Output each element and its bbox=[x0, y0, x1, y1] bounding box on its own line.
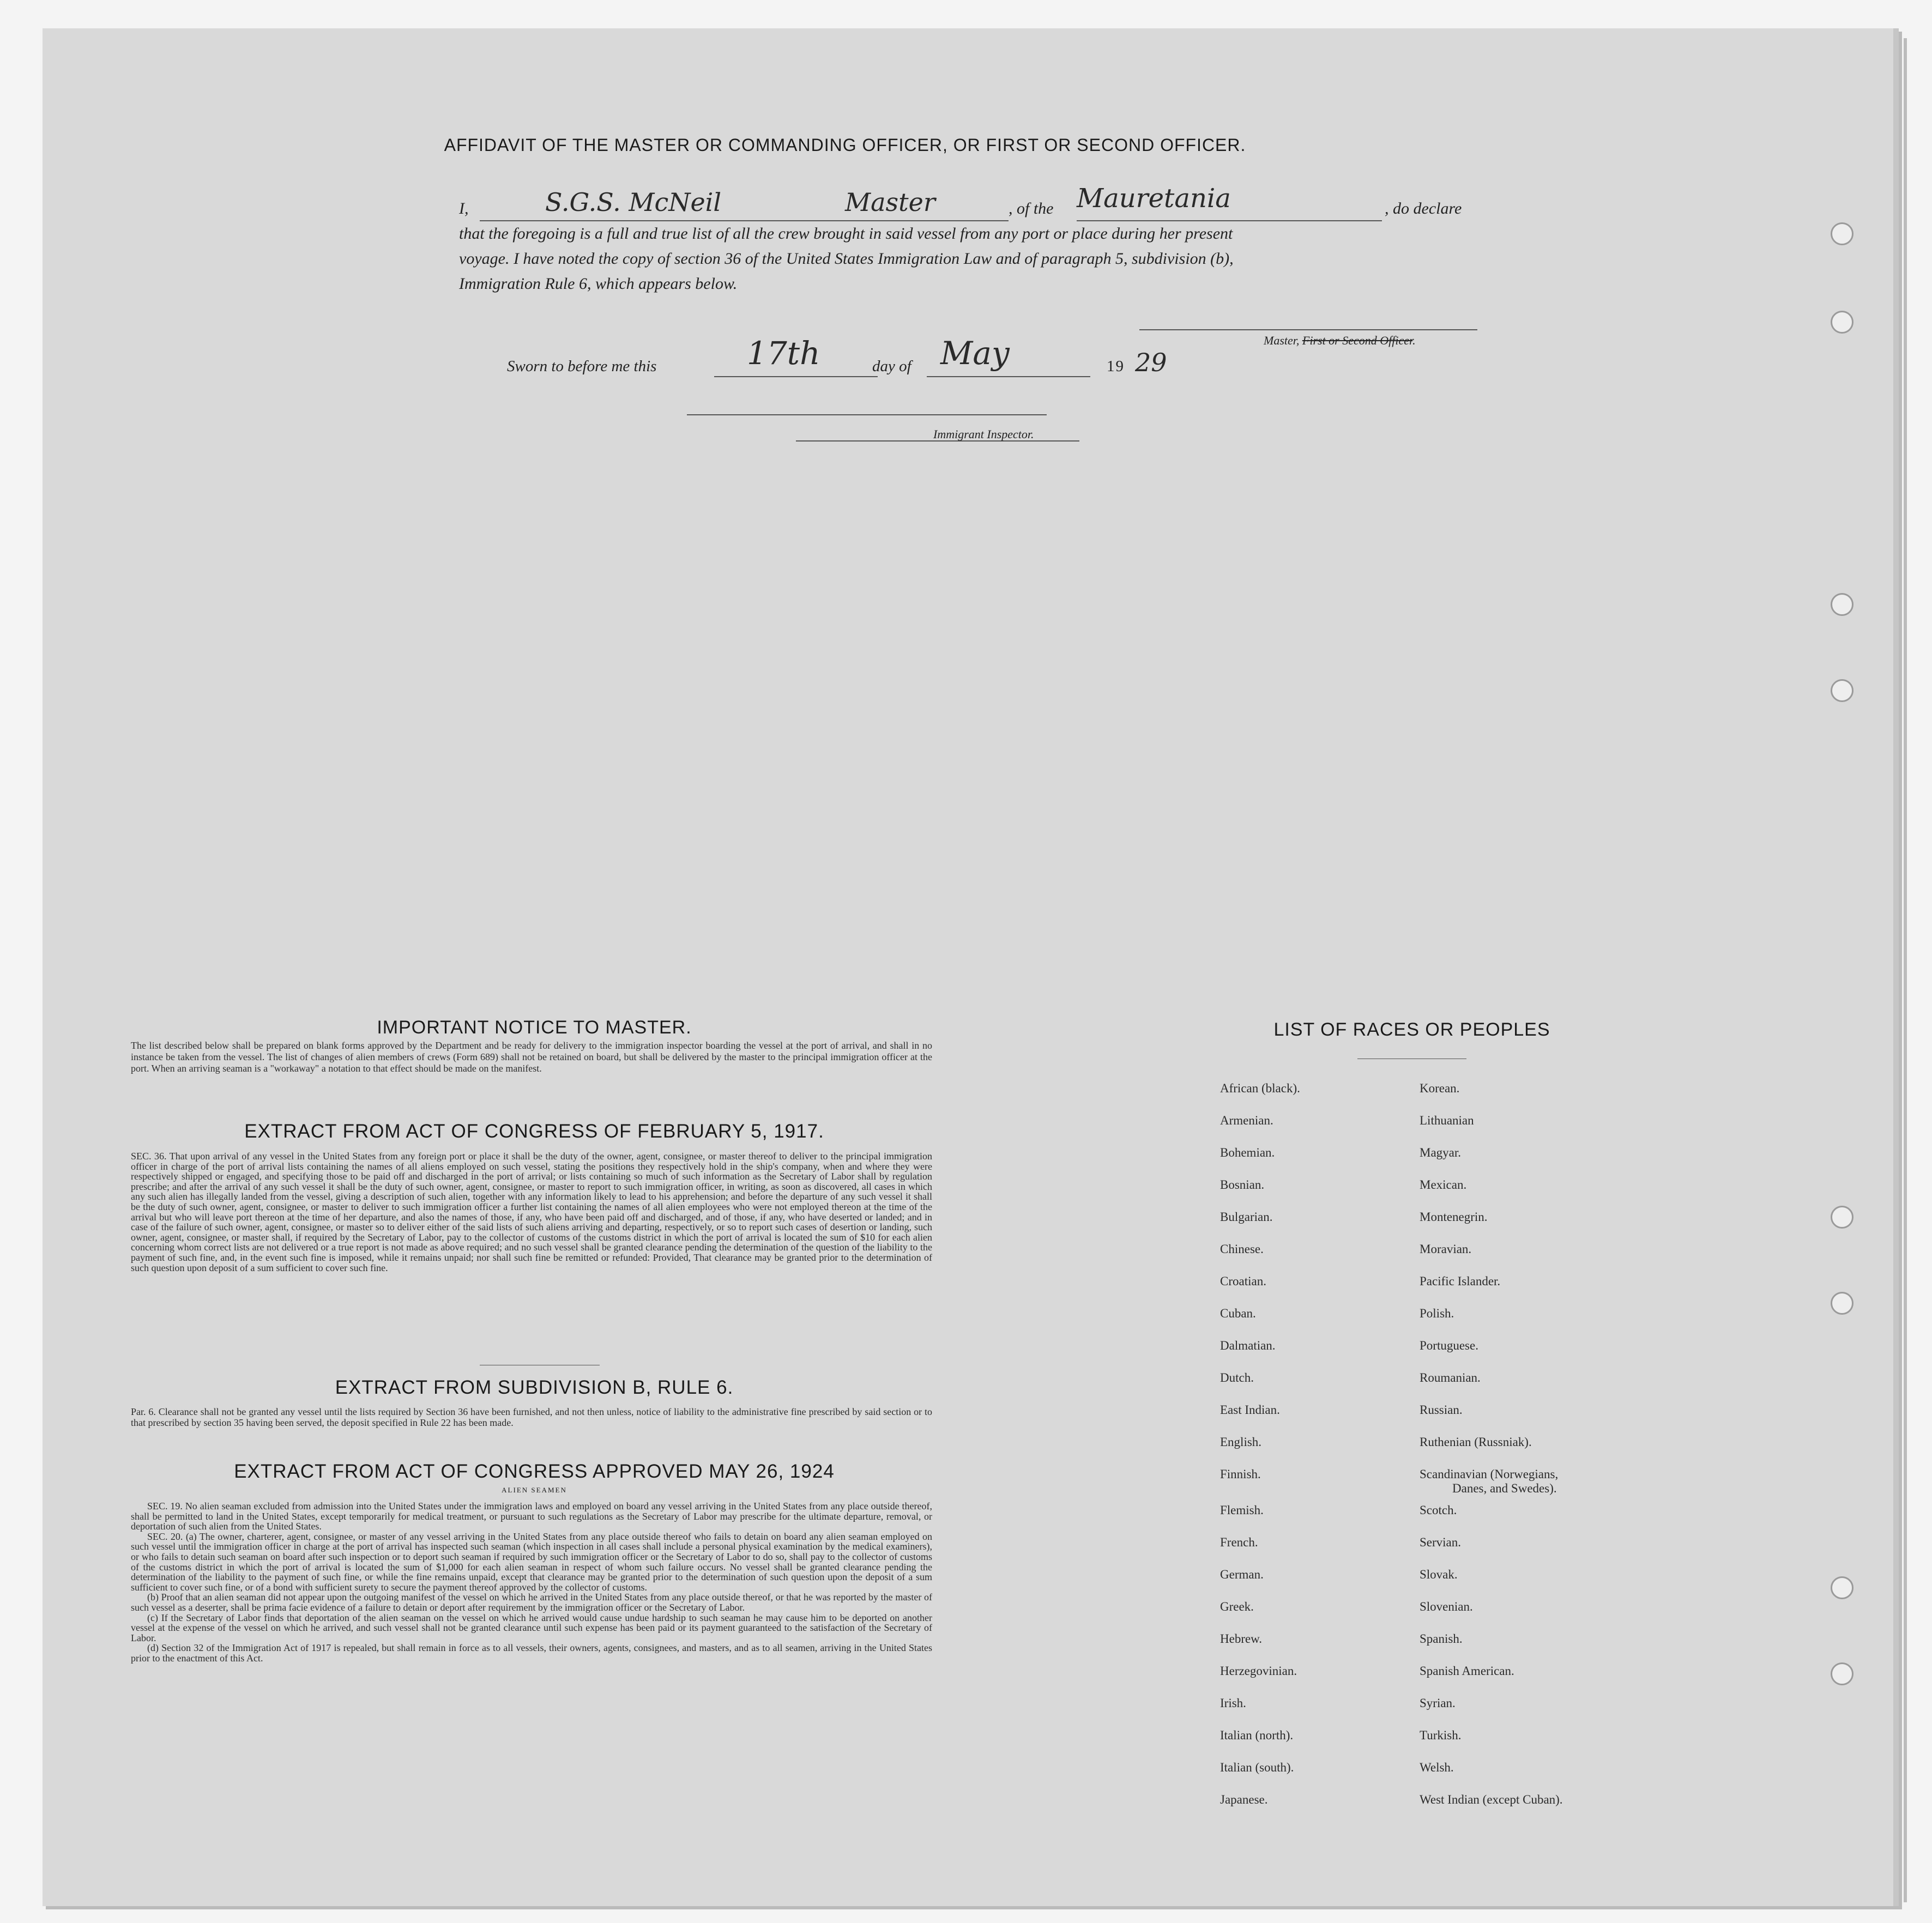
extract-rule6-title: EXTRACT FROM SUBDIVISION B, RULE 6. bbox=[335, 1377, 734, 1398]
race-item: Bulgarian. bbox=[1220, 1210, 1273, 1224]
race-item: Syrian. bbox=[1420, 1696, 1456, 1710]
race-item: Italian (north). bbox=[1220, 1728, 1294, 1742]
year-prefix: 19 bbox=[1107, 358, 1125, 375]
race-item: West Indian (except Cuban). bbox=[1420, 1793, 1563, 1806]
extract-rule6-text: Par. 6. Clearance shall not be granted any vessel until the lists required by Section 36 have been furnished, and not then unless, notice of liability to the administrative fine prescribed by said section or to that prescribed by section 35 having been served, the deposit specified in Rule 22 has been made. bbox=[131, 1406, 932, 1428]
race-item: Scotch. bbox=[1420, 1503, 1457, 1517]
race-item: Korean. bbox=[1420, 1081, 1460, 1095]
notice-title: IMPORTANT NOTICE TO MASTER. bbox=[377, 1017, 692, 1038]
race-item: African (black). bbox=[1220, 1081, 1300, 1095]
signature-caption-end: . bbox=[1412, 334, 1416, 347]
day-of-label: day of bbox=[872, 358, 911, 375]
race-item: Welsh. bbox=[1420, 1761, 1454, 1774]
race-item: Scandinavian (Norwegians, bbox=[1420, 1467, 1559, 1481]
day-line bbox=[714, 376, 878, 377]
extract-1924-para: (c) If the Secretary of Labor finds that deportation of the alien seaman on the vessel on which he arrived would cause undue hardship to such seaman he may cause him to be deported on another vessel at the expense of the vessel on which he arrived, and such vessel shall not be granted clearance until such expense has been paid or its payment guaranteed to the satisfaction of the Secretary of Labor. bbox=[131, 1612, 932, 1643]
extract-1917-title: EXTRACT FROM ACT OF CONGRESS OF FEBRUARY 5, 1917. bbox=[244, 1121, 824, 1142]
vessel-line bbox=[1077, 220, 1382, 221]
punch-hole bbox=[1831, 1292, 1853, 1315]
affidavit-title: AFFIDAVIT OF THE MASTER OR COMMANDING OFFICER, OR FIRST OR SECOND OFFICER. bbox=[444, 135, 1246, 155]
race-item: Croatian. bbox=[1220, 1274, 1266, 1288]
race-item: Bosnian. bbox=[1220, 1178, 1265, 1192]
race-item: Greek. bbox=[1220, 1600, 1254, 1613]
races-title: LIST OF RACES OR PEOPLES bbox=[1273, 1019, 1550, 1040]
declare-label: , do declare bbox=[1385, 199, 1462, 217]
month-line bbox=[927, 376, 1090, 377]
race-item: Pacific Islander. bbox=[1420, 1274, 1501, 1288]
race-item: Armenian. bbox=[1220, 1114, 1273, 1127]
race-item: Slovenian. bbox=[1420, 1600, 1473, 1613]
affidavit-line-2: that the foregoing is a full and true list of all the crew brought in said vessel from any port or place during her present bbox=[459, 225, 1233, 243]
race-item: Mexican. bbox=[1420, 1178, 1467, 1192]
race-item: Flemish. bbox=[1220, 1503, 1264, 1517]
race-item: East Indian. bbox=[1220, 1403, 1280, 1417]
extract-1924-para: (d) Section 32 of the Immigration Act of 1917 is repealed, but shall remain in force as to all vessels, their owners, agents, consignees, and masters, and as to all seamen, arriving in the United States prior to the enactment of this Act. bbox=[131, 1642, 932, 1664]
punch-hole bbox=[1831, 593, 1853, 616]
race-item: Ruthenian (Russniak). bbox=[1420, 1435, 1532, 1449]
year-suffix: 29 bbox=[1135, 348, 1167, 377]
race-item: Irish. bbox=[1220, 1696, 1246, 1710]
race-item: Bohemian. bbox=[1220, 1146, 1275, 1159]
sworn-month: May bbox=[940, 335, 1010, 372]
affidavit-line-3: voyage. I have noted the copy of section 36 of the United States Immigration Law and of paragraph 5, subdivision (b), bbox=[459, 250, 1234, 268]
punch-hole bbox=[1831, 1662, 1853, 1685]
race-item: Cuban. bbox=[1220, 1307, 1256, 1320]
extract-1917-text: SEC. 36. That upon arrival of any vessel in the United States from any foreign port or place it shall be the duty of the owner, agent, consignee, or master thereof to deliver to the principal immigration officer in charge of the port of arrival lists containing the names of all aliens employed on such vessel, stating the positions they respectively hold in the ship's company, when and where they were respectively shipped or engaged, and specifying those to be paid off and discharged in the port of arrival; or lists containing so much of such information as the Secretary of Labor shall by regulation prescribe; and after the arrival of any such vessel it shall be the duty of such owner, agent, consignee, or master to report to such immigration officer, in writing, as soon as discovered, all cases in which any such alien has illegally landed from the vessel, giving a description of such alien, together with any information likely to lead to his apprehension; and before the departure of any such vessel it shall be the duty of such owner, agent, consignee, or master to deliver to such immigration officer a further list containing the names of all alien employees who were not employed thereon at the time of the arrival but who will leave port thereon at the time of her departure, and also the names of those, if any, who have been paid off and discharged, and of those, if any, who have deserted or landed; and in case of the failure of such owner, agent, consignee, or master so to deliver either of the said lists of such aliens arriving and departing, respectively, or so to report such cases of desertion or landing, such owner, agent, consignee, or master shall, if required by the Secretary of Labor, pay to the collector of customs of the customs district in which the port of arrival is located the sum of $10 for each alien concerning whom correct lists are not delivered or a true report is not made as above required; and no such vessel shall be granted clearance pending the determination of the question of the liability to the payment of such fine, and, in the event such fine is imposed, while it remains unpaid; nor shall such fine be remitted or refunded: Provided, That clearance may be granted prior to the determination of such question upon deposit of a sum sufficient to cover such fine. bbox=[131, 1151, 932, 1273]
race-item: Dalmatian. bbox=[1220, 1339, 1276, 1352]
race-item: Roumanian. bbox=[1420, 1371, 1481, 1384]
signature-caption bbox=[1264, 334, 1416, 348]
race-item: French. bbox=[1220, 1535, 1258, 1549]
race-item: Polish. bbox=[1420, 1307, 1454, 1320]
race-item: Spanish American. bbox=[1420, 1664, 1514, 1678]
race-item: Moravian. bbox=[1420, 1242, 1472, 1256]
affidavit-line-4: Immigration Rule 6, which appears below. bbox=[459, 275, 738, 293]
sworn-label: Sworn to before me this bbox=[507, 358, 657, 375]
race-item-continuation: Danes, and Swedes). bbox=[1452, 1481, 1557, 1495]
race-item: Servian. bbox=[1420, 1535, 1462, 1549]
vessel-name: Mauretania bbox=[1077, 183, 1231, 214]
signature-caption-struck: First or Second Officer bbox=[1302, 334, 1413, 347]
race-item: Turkish. bbox=[1420, 1728, 1462, 1742]
punch-hole bbox=[1831, 679, 1853, 702]
of-the-label: , of the bbox=[1009, 199, 1054, 217]
race-item: Italian (south). bbox=[1220, 1761, 1294, 1774]
signature-caption-start: Master, bbox=[1264, 334, 1302, 347]
punch-hole bbox=[1831, 222, 1853, 245]
extract-1924-title: EXTRACT FROM ACT OF CONGRESS APPROVED MAY 26, 1924 bbox=[234, 1461, 835, 1482]
extract-1924-para: SEC. 20. (a) The owner, charterer, agent, consignee, or master of any vessel arriving in the United States from any place outside thereof who fails to detain on board any alien seaman employed on such vessel until the immigration officer in charge at the port of arrival has inspected such seaman (which inspection in all cases shall include a personal physical examination by the medical examiners), or who fails to detain such seaman on board after such inspection or to deport such seaman if required by such immigration officer or the Secretary of Labor to do so, shall pay to the collector of customs of the customs district in which the port of arrival is located the sum of $1,000 for each alien seaman in respect of whom such failure occurs. No vessel shall be granted clearance pending the determination of the liability to the payment of such fine, or while the fine remains unpaid, except that clearance may be granted prior to the determination of such question upon the deposit of a sum sufficient to cover such fine, or of a bond with sufficient surety to secure the payment thereof approved by the collector of customs. bbox=[131, 1531, 932, 1593]
punch-hole bbox=[1831, 1576, 1853, 1599]
race-item: Japanese. bbox=[1220, 1793, 1268, 1806]
race-item: Herzegovinian. bbox=[1220, 1664, 1297, 1678]
race-item: Spanish. bbox=[1420, 1632, 1463, 1646]
race-item: Slovak. bbox=[1420, 1568, 1458, 1581]
punch-hole bbox=[1831, 1206, 1853, 1229]
signature-line bbox=[1139, 329, 1477, 330]
race-item: Lithuanian bbox=[1420, 1114, 1474, 1127]
officer-rank: Master bbox=[845, 188, 935, 217]
inspector-caption: Immigrant Inspector. bbox=[933, 427, 1034, 441]
race-item: Magyar. bbox=[1420, 1146, 1462, 1159]
race-item: Portuguese. bbox=[1420, 1339, 1478, 1352]
page-edge bbox=[1904, 38, 1907, 1902]
race-item: Hebrew. bbox=[1220, 1632, 1263, 1646]
officer-name: S.G.S. McNeil bbox=[545, 188, 722, 217]
punch-hole bbox=[1831, 311, 1853, 334]
notice-text: The list described below shall be prepared on blank forms approved by the Department and be ready for delivery to the immigration inspector boarding the vessel at the port of arrival, and shall in no instance be taken from the vessel. The list of changes of alien members of crews (Form 689) shall not be retained on board, but shall be delivered by the master to the principal immigration officer at the port. When an arriving seaman is a "workaway" a notation to that effect should be made on the manifest. bbox=[131, 1040, 932, 1074]
name-line bbox=[480, 220, 1009, 221]
race-item: English. bbox=[1220, 1435, 1262, 1449]
i-label: I, bbox=[459, 199, 469, 217]
race-item: Chinese. bbox=[1220, 1242, 1264, 1256]
inspector-line-1 bbox=[687, 414, 1047, 415]
race-item: Dutch. bbox=[1220, 1371, 1254, 1384]
extract-1924-para: SEC. 19. No alien seaman excluded from admission into the United States under the immigration laws and employed on board any vessel arriving in the United States from any place outside thereof, shall be permitted to land in the United States, except temporarily for medical treatment, or pursuant to such regulations as the Secretary of Labor may prescribe for the ultimate departure, removal, or deportation of such alien from the United States. bbox=[131, 1501, 932, 1532]
race-item: Finnish. bbox=[1220, 1467, 1261, 1481]
sworn-day: 17th bbox=[747, 335, 820, 372]
race-item: Russian. bbox=[1420, 1403, 1463, 1417]
extract-1924-para: (b) Proof that an alien seaman did not appear upon the outgoing manifest of the vessel on which he arrived in the United States from any place outside thereof, or that he was reported by the master of such vessel as a deserter, shall be prima facie evidence of a failure to detain or deport after requirement by the immigration officer or the Secretary of Labor. bbox=[131, 1592, 932, 1613]
extract-1924-body bbox=[131, 1501, 932, 1664]
race-item: Montenegrin. bbox=[1420, 1210, 1488, 1224]
race-item: German. bbox=[1220, 1568, 1264, 1581]
extract-1924-subtitle: ALIEN SEAMEN bbox=[502, 1486, 567, 1494]
